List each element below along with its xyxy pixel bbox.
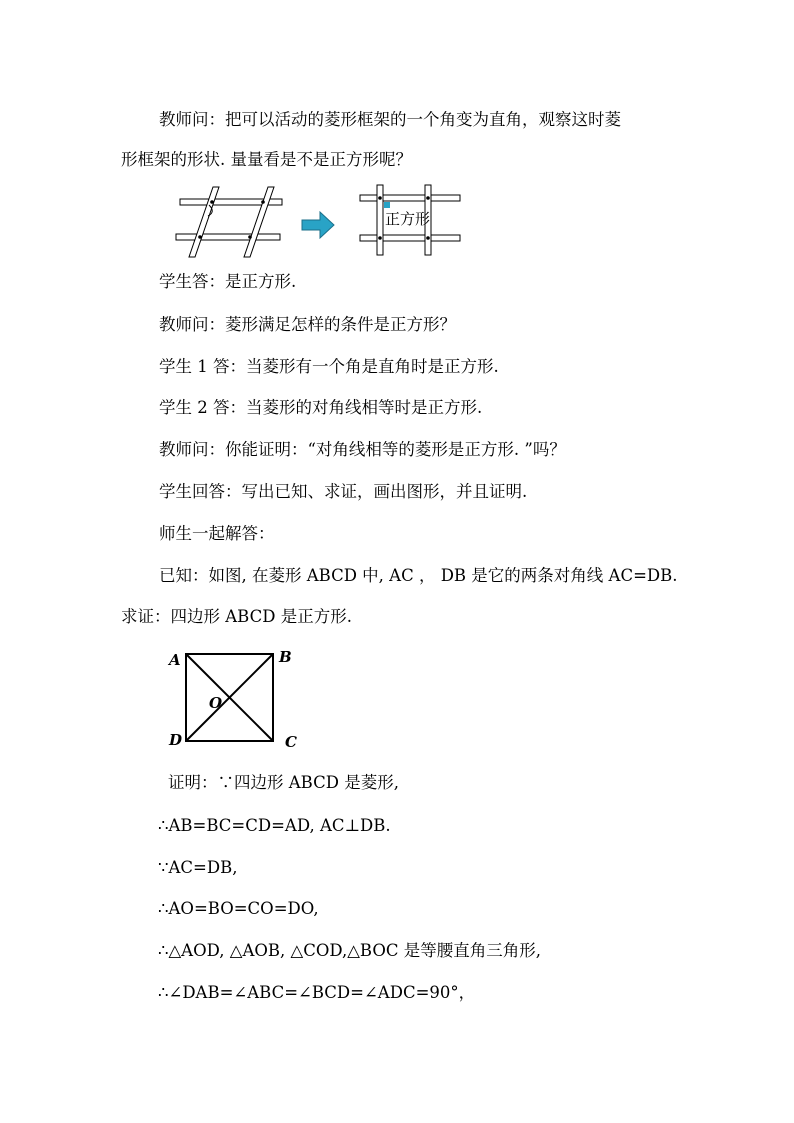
proof-line-4: ∴AO=BO=CO=DO,	[158, 899, 319, 918]
vertex-label-c: C	[285, 733, 297, 751]
frame-figure	[172, 182, 492, 262]
square-frame-label: 正方形	[385, 210, 431, 228]
rhombus-frame	[176, 187, 282, 257]
arrow-right-icon	[302, 212, 334, 238]
para-student-1-answer: 学生 1 答：当菱形有一个角是直角时是正方形.	[159, 357, 499, 376]
center-label-o: O	[209, 694, 223, 712]
para-student-reply: 学生回答：写出已知、求证，画出图形，并且证明.	[159, 482, 528, 501]
para-teacher-question-1-line2: 形框架的形状. 量量看是不是正方形呢？	[121, 150, 412, 169]
para-student-answer: 学生答：是正方形.	[159, 272, 297, 291]
proof-line-1: 证明：∵四边形 ABCD 是菱形,	[168, 773, 399, 792]
proof-line-3: ∵AC=DB,	[158, 858, 238, 877]
para-prove-line2: 求证：四边形 ABCD 是正方形.	[121, 607, 352, 626]
right-angle-mark	[384, 202, 390, 208]
proof-line-2: ∴AB=BC=CD=AD, AC⊥DB.	[158, 816, 391, 835]
para-given-line1: 已知：如图, 在菱形 ABCD 中, AC ， DB 是它的两条对角线 AC=DB.	[159, 566, 678, 585]
proof-line-5: ∴△AOD, △AOB, △COD,△BOC 是等腰直角三角形,	[158, 941, 541, 960]
para-teacher-question-2: 教师问：菱形满足怎样的条件是正方形？	[159, 315, 456, 334]
para-teacher-question-3: 教师问：你能证明：“对角线相等的菱形是正方形. ”吗？	[159, 440, 566, 459]
vertex-label-a: A	[169, 651, 181, 669]
square-abcd-figure	[162, 645, 312, 755]
para-student-2-answer: 学生 2 答：当菱形的对角线相等时是正方形.	[159, 398, 483, 417]
proof-line-6: ∴∠DAB=∠ABC=∠BCD=∠ADC=90°，	[158, 983, 476, 1002]
vertex-label-b: B	[279, 648, 292, 666]
para-teacher-question-1-line1: 教师问：把可以活动的菱形框架的一个角变为直角，观察这时菱	[159, 110, 621, 129]
para-together: 师生一起解答：	[159, 524, 275, 543]
vertex-label-d: D	[169, 731, 183, 749]
